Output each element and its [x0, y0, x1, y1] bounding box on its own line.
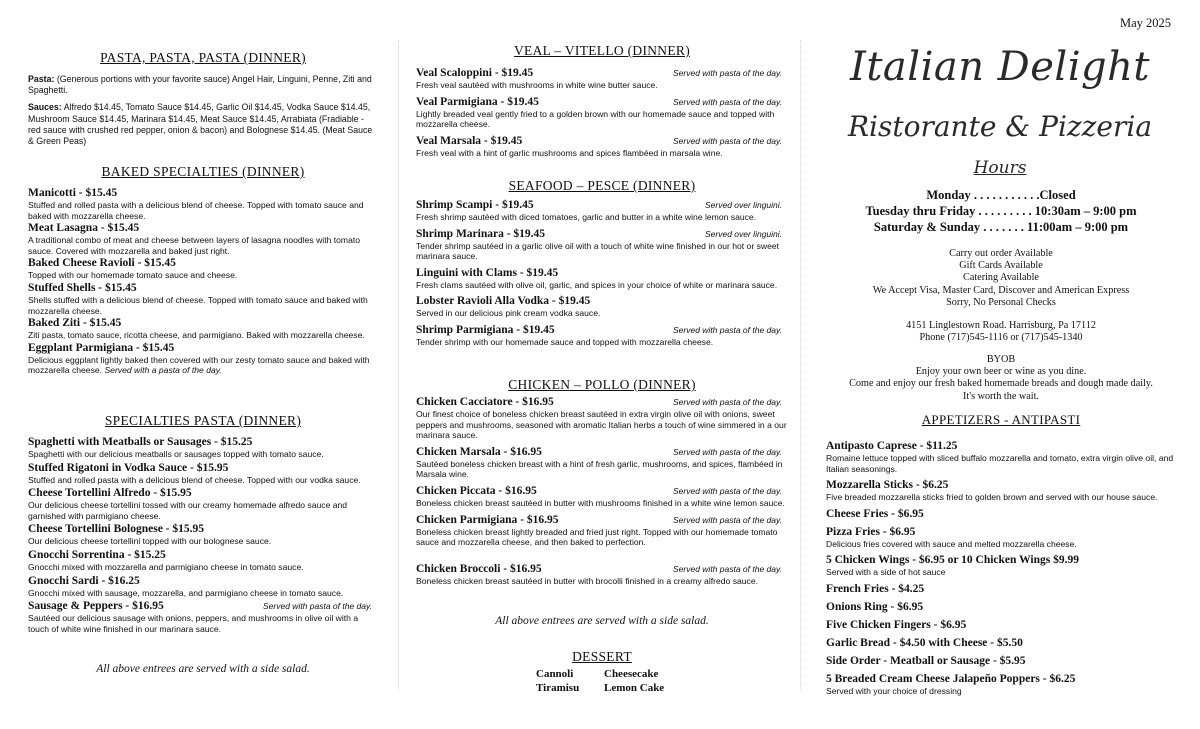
menu-item-title-row — [416, 324, 788, 337]
menu-item-description-text: Stuffed and rolled pasta with a delicious blend of cheese. Topped with our vodka sauce. — [28, 474, 361, 485]
menu-item-description — [416, 498, 788, 509]
menu-item — [826, 601, 1176, 614]
menu-item — [416, 228, 788, 262]
menu-item-title: Five Chicken Fingers - $6.95 — [826, 618, 967, 631]
dessert-item: Cheesecake — [604, 668, 659, 680]
menu-item-description — [28, 330, 378, 341]
menu-item-title: Onions Ring - $6.95 — [826, 600, 924, 613]
menu-item-title-row — [28, 222, 378, 235]
menu-item-description-text: Stuffed and rolled pasta with a delicious blend of cheese. Topped with tomato sauce and baked with mozzarella cheese. — [28, 200, 364, 221]
menu-item-note: Served with pasta of the day. — [673, 563, 782, 574]
menu-item-title-row — [826, 479, 1176, 492]
menu-item-title: Chicken Parmigiana - $16.95 — [416, 513, 559, 526]
menu-item-title-row — [826, 619, 1176, 632]
menu-item-description — [826, 686, 1176, 697]
menu-item — [826, 637, 1176, 650]
menu-item-description — [28, 449, 378, 460]
byob-line: Come and enjoy our fresh baked homemade breads and dough made daily. — [849, 378, 1153, 390]
menu-item-title-row — [416, 563, 788, 576]
menu-item-title-row — [28, 575, 378, 588]
menu-item-description — [28, 270, 378, 281]
menu-item-title-row — [28, 436, 378, 449]
menu-item-description — [28, 475, 378, 486]
menu-item — [28, 342, 378, 376]
menu-item-description — [416, 80, 788, 91]
menu-item-description — [28, 613, 378, 634]
veal-header: VEAL – VITELLO (DINNER) — [514, 43, 690, 58]
sauces-label: Sauces: — [28, 102, 62, 113]
menu-item-title-row — [28, 523, 378, 536]
menu-item-description-text: Spaghetti with our delicious meatballs or sausages topped with tomato sauce. — [28, 449, 324, 459]
menu-item-title-row — [28, 282, 378, 295]
menu-item-note: Served with pasta of the day. — [263, 601, 372, 612]
menu-item-description — [416, 308, 788, 319]
menu-item-title-row — [416, 396, 788, 409]
dessert-item: Cannoli — [536, 668, 574, 680]
menu-item-note: Served with pasta of the day. — [673, 135, 782, 146]
menu-item-title-row — [826, 554, 1176, 567]
menu-item-description-text: Our delicious cheese tortellini tossed with our creamy homemade alfredo sauce and garnished with parmigiano cheese. — [28, 500, 348, 521]
menu-item-note: Served with pasta of the day. — [673, 446, 782, 457]
seafood-list — [416, 199, 788, 353]
menu-item-description — [416, 527, 788, 548]
menu-item-title: 5 Chicken Wings - $6.95 or 10 Chicken Wings $9.99 — [826, 554, 1079, 567]
menu-item — [416, 324, 788, 348]
menu-item-title-row — [416, 135, 788, 148]
menu-item-title-row — [826, 673, 1176, 686]
menu-item-description-text: Served in our delicious pink cream vodka sauce. — [416, 308, 601, 319]
menu-item-note: Served with pasta of the day. — [673, 96, 782, 107]
dessert-left — [536, 667, 579, 695]
menu-item-title: Spaghetti with Meatballs or Sausages - $15.25 — [28, 436, 253, 448]
menu-item — [28, 575, 378, 599]
menu-item-title: Chicken Cacciatore - $16.95 — [416, 396, 554, 408]
menu-item-title: Veal Scaloppini - $19.45 — [416, 67, 534, 79]
menu-item-description-text: Gnocchi mixed with mozzarella and parmigiano cheese in tomato sauce. — [28, 561, 304, 572]
menu-item-description-note: Served with a pasta of the day. — [104, 365, 222, 376]
pasta-label: Pasta: — [28, 74, 55, 84]
menu-item-title: Gnocchi Sardi - $16.25 — [28, 574, 140, 587]
menu-item — [416, 514, 788, 548]
menu-item-title: Stuffed Rigatoni in Vodka Sauce - $15.95 — [28, 461, 229, 474]
hours-weekday: Tuesday thru Friday . . . . . . . . . 10:30am – 9:00 pm — [865, 204, 1137, 218]
service-line: Gift Cards Available — [959, 260, 1043, 272]
menu-item — [416, 267, 788, 291]
menu-item — [416, 485, 788, 509]
pasta-section — [28, 74, 378, 147]
menu-item — [826, 554, 1176, 578]
menu-item-title-row — [416, 514, 788, 527]
chicken-header: CHICKEN – POLLO (DINNER) — [508, 377, 696, 392]
menu-item-description — [416, 241, 788, 262]
dessert-item: Lemon Cake — [604, 682, 665, 694]
pasta-paragraph — [28, 74, 378, 96]
menu-item-title: French Fries - $4.25 — [826, 582, 925, 595]
byob-line: It's worth the wait. — [963, 390, 1039, 402]
menu-item-note: Served with pasta of the day. — [673, 324, 782, 335]
specialties-list — [28, 436, 378, 636]
menu-item-title-row — [416, 446, 788, 459]
menu-item-title: Garlic Bread - $4.50 with Cheese - $5.50 — [826, 636, 1023, 649]
menu-item — [416, 295, 788, 319]
menu-item — [826, 583, 1176, 596]
menu-item-description-text: Our finest choice of boneless chicken breast sautéed in extra virgin olive oil with onions, sweet peppers and mushrooms, seasoned with aromatic Italian herbs a touch of wine simmered in a our marinara sauce. — [416, 409, 787, 441]
menu-item-note: Served with pasta of the day. — [673, 514, 782, 525]
menu-item-description-text: Romaine lettuce topped with sliced buffalo mozzarella and tomato, extra virgin olive oil, and Italian seasonings. — [826, 453, 1174, 474]
appetizers-list — [826, 440, 1176, 702]
menu-item-title: Side Order - Meatball or Sausage - $5.95 — [826, 654, 1026, 667]
menu-item-description — [28, 355, 378, 376]
menu-item-description-text: Fresh shrimp sautéed with diced tomatoes, garlic and butter in a white wine lemon sauce. — [416, 212, 757, 222]
menu-item-description — [28, 588, 378, 599]
menu-item-description-text: Gnocchi mixed with sausage, mozzarella, and parmigiano cheese in tomato sauce. — [28, 587, 344, 598]
menu-item-title-row — [416, 267, 788, 280]
menu-item — [416, 96, 788, 130]
menu-item-description — [416, 459, 788, 480]
menu-item-description-text: Served with your choice of dressing — [826, 685, 962, 696]
menu-item-description — [28, 536, 378, 547]
chicken-list — [416, 396, 788, 586]
menu-item-description-text: Topped with our homemade tomato sauce and cheese. — [28, 270, 238, 281]
menu-item-description — [28, 200, 378, 221]
specialties-footer: All above entrees are served with a side salad. — [96, 663, 310, 675]
menu-item-title-row — [28, 600, 378, 613]
fold-line-left — [398, 40, 399, 690]
menu-item-description-text: Fresh clams sautéed with olive oil, garlic, and spices in your choice of white or marinara sauce. — [416, 279, 778, 290]
menu-item-title: Shrimp Scampi - $19.45 — [416, 199, 534, 211]
service-line: Catering Available — [963, 272, 1039, 284]
menu-item-title: Chicken Piccata - $16.95 — [416, 484, 537, 497]
restaurant-name: Italian Delight — [850, 44, 1150, 90]
service-line: Carry out order Available — [949, 248, 1053, 259]
menu-item-description-text: A traditional combo of meat and cheese between layers of lasagna noodles with tomato sauce. Covered with mozzarella and baked just right. — [28, 235, 361, 256]
menu-item-title: Sausage & Peppers - $16.95 — [28, 600, 164, 613]
menu-item-title-row — [826, 526, 1176, 539]
menu-item-title: Chicken Broccoli - $16.95 — [416, 562, 542, 575]
pasta-header: PASTA, PASTA, PASTA (DINNER) — [100, 50, 306, 65]
menu-item-title-row — [28, 187, 378, 200]
hours-weekend: Saturday & Sunday . . . . . . . 11:00am – 9:00 pm — [873, 220, 1129, 234]
menu-item-title-row — [28, 317, 378, 330]
menu-item-description-text: Sautéed boneless chicken breast with a hint of fresh garlic, mushrooms, and spices, flambéed in Marsala wine. — [416, 458, 783, 480]
menu-item — [826, 619, 1176, 632]
restaurant-tagline: Ristorante & Pizzeria — [847, 110, 1153, 143]
menu-item-title-row — [826, 583, 1176, 596]
menu-item-title: Baked Cheese Ravioli - $15.45 — [28, 257, 176, 270]
menu-item — [28, 462, 378, 486]
menu-item-description-text: Tender shrimp sautéed in a garlic olive oil with a touch of white wine finished in our hot or sweet marinara sauce. — [416, 240, 780, 262]
menu-item-title-row — [28, 462, 378, 475]
menu-item — [416, 67, 788, 91]
seafood-header: SEAFOOD – PESCE (DINNER) — [508, 178, 696, 193]
menu-item-title: Cheese Fries - $6.95 — [826, 507, 924, 520]
menu-item-title-row — [416, 295, 788, 308]
menu-item-title: Chicken Marsala - $16.95 — [416, 445, 542, 458]
menu-item-title: Eggplant Parmigiana - $15.45 — [28, 341, 175, 354]
menu-item-description-text: Shells stuffed with a delicious blend of cheese. Topped with tomato sauce and baked with mozzarella cheese. — [28, 294, 368, 316]
chicken-footer: All above entrees are served with a side salad. — [495, 615, 709, 627]
menu-item-note: Served with pasta of the day. — [673, 68, 782, 78]
menu-item-description — [416, 337, 788, 348]
menu-item-description-text: Fresh veal with a hint of garlic mushrooms and spices flambéed in marsala wine. — [416, 147, 723, 158]
menu-item-description — [416, 409, 788, 441]
service-line: Sorry, No Personal Checks — [946, 296, 1056, 308]
menu-item-description-text: Boneless chicken breast lightly breaded and fried just right. Topped with our homemade tomato sauce and mozzarella cheese, and then baked to perfection. — [416, 526, 778, 548]
pasta-text: (Generous portions with your favorite sauce) Angel Hair, Linguini, Penne, Ziti and Spaghetti. — [28, 74, 372, 96]
menu-item-description — [416, 280, 788, 291]
specialties-header: SPECIALTIES PASTA (DINNER) — [104, 413, 302, 428]
dessert-right — [604, 667, 664, 695]
menu-item-note: Served over linguini. — [704, 228, 782, 239]
menu-item — [416, 446, 788, 480]
sauces-paragraph — [28, 102, 378, 147]
menu-item-title: Shrimp Marinara - $19.45 — [416, 227, 546, 240]
menu-item-title: Lobster Ravioli Alla Vodka - $19.45 — [416, 295, 591, 308]
menu-item-title: Stuffed Shells - $15.45 — [28, 281, 137, 294]
menu-item-note: Served over linguini. — [704, 200, 782, 210]
menu-item-title-row — [416, 228, 788, 241]
baked-list — [28, 187, 378, 377]
menu-item-description — [28, 295, 378, 316]
menu-item-description-text: Our delicious cheese tortellini topped with our bolognese sauce. — [28, 536, 272, 547]
byob-title: BYOB — [986, 354, 1016, 365]
menu-item-note: Served with pasta of the day. — [673, 485, 782, 496]
menu-item — [28, 600, 378, 634]
fold-line-right — [800, 40, 801, 690]
menu-item-title-row — [826, 655, 1176, 668]
menu-item-title-row — [416, 67, 788, 80]
menu-item-description — [826, 492, 1176, 503]
appetizers-header: APPETIZERS - ANTIPASTI — [921, 412, 1081, 427]
menu-item — [28, 187, 378, 221]
menu-item — [826, 479, 1176, 503]
menu-item-title: Shrimp Parmigiana - $19.45 — [416, 323, 555, 336]
menu-item-title: Cheese Tortellini Bolognese - $15.95 — [28, 523, 205, 536]
services-list — [820, 248, 1182, 309]
menu-item-description — [416, 148, 788, 159]
menu-item-title: Mozzarella Sticks - $6.25 — [826, 479, 949, 492]
menu-item-title-row — [416, 199, 788, 212]
menu-item-title: Meat Lasagna - $15.45 — [28, 222, 140, 235]
menu-item-description — [826, 567, 1176, 578]
menu-item-title-row — [28, 342, 378, 355]
menu-item — [28, 549, 378, 573]
menu-item-description-text: Sautéed our delicious sausage with onions, peppers, and mushrooms in olive oil with a touch of white wine finished in our marinara sauce. — [28, 613, 359, 634]
menu-item-title-row — [28, 257, 378, 270]
menu-item — [28, 282, 378, 316]
hours-title: Hours — [973, 158, 1027, 178]
menu-item-description-text: Tender shrimp with our homemade sauce and topped with mozzarella cheese. — [416, 336, 714, 347]
menu-item-description — [28, 562, 378, 573]
menu-item — [826, 526, 1176, 550]
baked-header: BAKED SPECIALTIES (DINNER) — [101, 164, 305, 179]
menu-item — [826, 440, 1176, 474]
menu-item-description-text: Served with a side of hot sauce — [826, 567, 946, 578]
byob-line: Enjoy your own beer or wine as you dine. — [915, 366, 1087, 378]
menu-item-title-row — [28, 549, 378, 562]
menu-item-description-text: Fresh veal sautéed with mushrooms in white wine butter sauce. — [416, 80, 658, 90]
menu-item-description — [416, 212, 788, 223]
menu-date: May 2025 — [1120, 16, 1172, 30]
byob-info — [820, 354, 1182, 403]
menu-item — [826, 673, 1176, 697]
sauces-text: Alfredo $14.45, Tomato Sauce $14.45, Garlic Oil $14.45, Vodka Sauce $14.45, Mushroom Sauce $14.45, Marinara $14.45, Meat Sauce $14.45, Arrabiata (Fradiable - red sauce with crushed red pepper, onion & bacon) and Bolognese $14.45. (Meat Sauce & Green Peas) — [28, 102, 373, 147]
phone: Phone (717)545-1116 or (717)545-1340 — [919, 332, 1083, 344]
menu-item-note: Served with pasta of the day. — [673, 397, 782, 407]
menu-item-title: Veal Marsala - $19.45 — [416, 134, 523, 147]
menu-item — [28, 257, 378, 281]
service-line: We Accept Visa, Master Card, Discover and American Express — [872, 284, 1130, 296]
menu-item-description — [826, 453, 1176, 474]
menu-item-title-row — [826, 508, 1176, 521]
menu-item-title: Baked Ziti - $15.45 — [28, 317, 122, 330]
menu-item — [28, 487, 378, 521]
menu-item — [28, 222, 378, 256]
address: 4151 Linglestown Road. Harrisburg, Pa 17112 — [906, 320, 1096, 331]
menu-item-title-row — [826, 440, 1176, 453]
menu-item — [416, 199, 788, 223]
menu-item — [416, 563, 788, 587]
menu-item — [826, 655, 1176, 668]
menu-item-description-text: Boneless chicken breast sautéed in butter with brocolli finished in a creamy alfredo sauce. — [416, 575, 759, 586]
dessert-item: Tiramisu — [536, 682, 580, 694]
menu-item-title: Linguini with Clams - $19.45 — [416, 266, 559, 279]
hours-monday: Monday . . . . . . . . . . .Closed — [926, 188, 1076, 202]
menu-item-description — [28, 235, 378, 256]
menu-item-title: Pizza Fries - $6.95 — [826, 525, 916, 538]
menu-item-title-row — [28, 487, 378, 500]
menu-item — [416, 135, 788, 159]
menu-item-title-row — [416, 96, 788, 109]
menu-item-title: Cheese Tortellini Alfredo - $15.95 — [28, 487, 192, 500]
menu-item-description — [416, 576, 788, 587]
veal-list — [416, 67, 788, 163]
menu-item-title: Manicotti - $15.45 — [28, 187, 118, 199]
menu-item-title-row — [826, 601, 1176, 614]
menu-item — [826, 508, 1176, 521]
menu-item — [416, 396, 788, 441]
menu-item-title-row — [826, 637, 1176, 650]
menu-item — [28, 523, 378, 547]
contact-info — [820, 320, 1182, 344]
menu-item-title: 5 Breaded Cream Cheese Jalapeño Poppers - $6.25 — [826, 672, 1076, 685]
menu-item-description-text: Delicious fries covered with sauce and melted mozzarella cheese. — [826, 538, 1077, 549]
menu-item-description-text: Five breaded mozzarella sticks fried to golden brown and served with our house sauce. — [826, 492, 1158, 503]
menu-item-title: Gnocchi Sorrentina - $15.25 — [28, 548, 166, 561]
menu-item-description — [826, 539, 1176, 550]
menu-item-description — [28, 500, 378, 521]
menu-item-title: Veal Parmigiana - $19.45 — [416, 95, 539, 108]
menu-item-description-text: Ziti pasta, tomato sauce, ricotta cheese, and parmigiano. Baked with mozzarella cheese. — [28, 330, 365, 341]
menu-item-description-text: Boneless chicken breast sautéed in butter with mushrooms finished in a white wine lemon sauce. — [416, 497, 785, 508]
menu-item-description-text: Delicious eggplant lightly baked then covered with our zesty tomato sauce and baked with mozzarella cheese. — [28, 354, 370, 376]
dessert-header: DESSERT — [572, 649, 632, 664]
menu-item — [28, 436, 378, 460]
menu-item-description-text: Lightly breaded veal gently fried to a golden brown with our homemade sauce and topped with mozzarella cheese. — [416, 108, 775, 130]
menu-item — [28, 317, 378, 341]
menu-item-title: Antipasto Caprese - $11.25 — [826, 440, 958, 452]
menu-item-title-row — [416, 485, 788, 498]
menu-item-description — [416, 109, 788, 130]
